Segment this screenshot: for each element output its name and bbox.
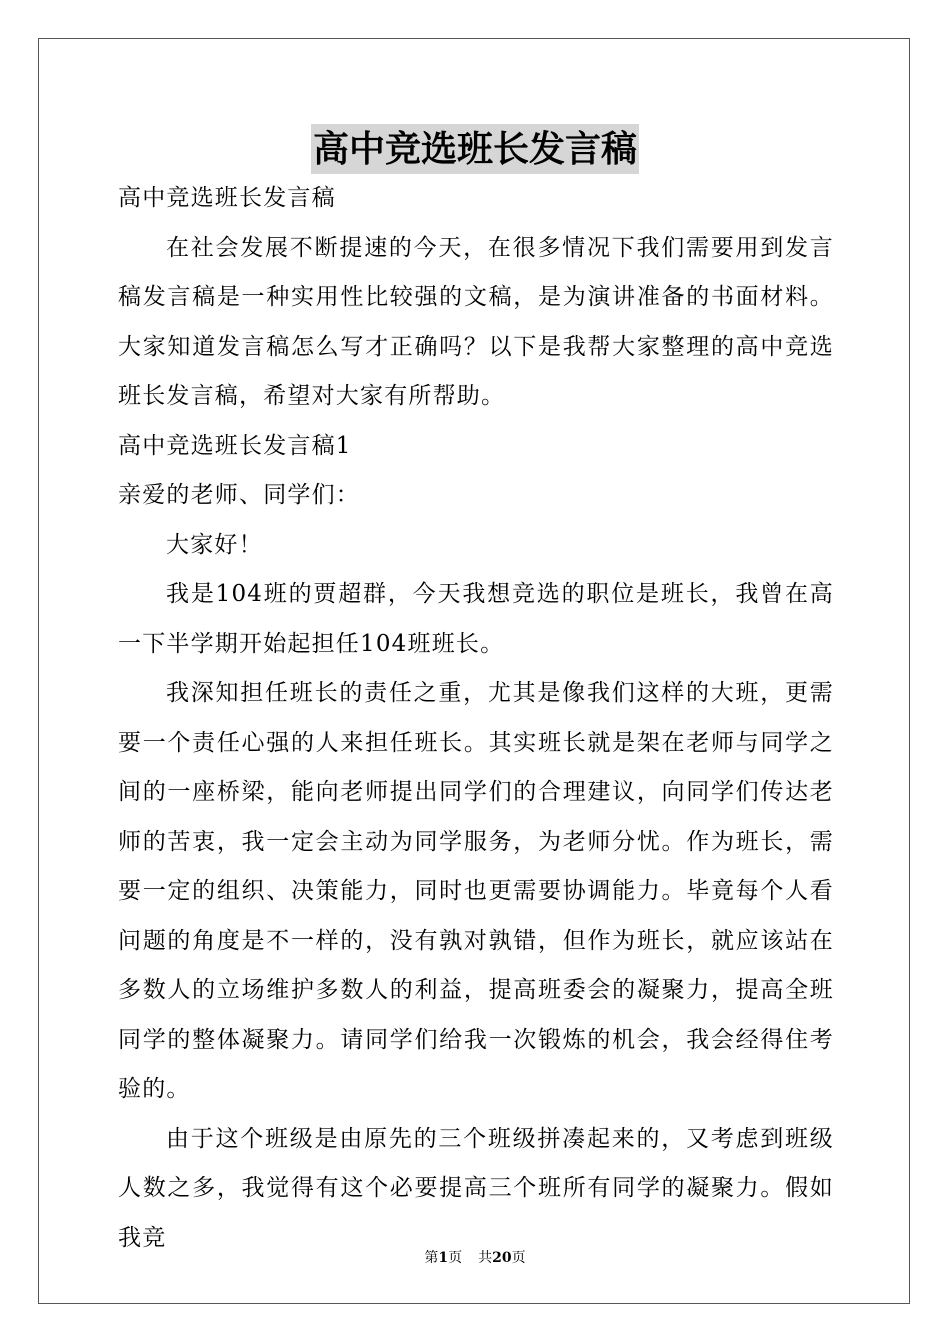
document-body: [118, 174, 834, 1263]
page-footer: [0, 1248, 950, 1268]
paragraph: 我是104班的贾超群，今天我想竞选的职位是班长，我曾在高一下半学期开始起担任104班班长。: [118, 581, 834, 657]
paragraph: 由于这个班级是由原先的三个班级拼凑起来的，又考虑到班级人数之多，我觉得有这个必要提高三个班所有同学的凝聚力。假如我竞: [118, 1125, 834, 1251]
total-suffix: 页: [511, 1250, 526, 1266]
document-title: 高中竞选班长发言稿: [311, 124, 639, 174]
paragraph: 亲爱的老师、同学们：: [118, 482, 360, 508]
paragraph: 高中竞选班长发言稿1: [118, 432, 352, 459]
paragraph: 我深知担任班长的责任之重，尤其是像我们这样的大班，更需要一个责任心强的人来担任班长。其实班长就是架在老师与同学之间的一座桥梁，能向老师提出同学们的合理建议，向同学们传达老师的苦衷，我一定会主动为同学服务，为老师分忧。作为班长，需要一定的组织、决策能力，同时也更需要协调能力。毕竟每个人看问题的角度是不一样的，没有孰对孰错，但作为班长，就应该站在多数人的立场维护多数人的利益，提高班委会的凝聚力，提高全班同学的整体凝聚力。请同学们给我一次锻炼的机会，我会经得住考验的。: [118, 680, 834, 1102]
title-container: [0, 124, 950, 174]
page-suffix: 页: [448, 1250, 463, 1266]
paragraph: 高中竞选班长发言稿: [118, 185, 336, 211]
paragraph: 在社会发展不断提速的今天，在很多情况下我们需要用到发言稿发言稿是一种实用性比较强的文稿，是为演讲准备的书面材料。大家知道发言稿怎么写才正确吗？以下是我帮大家整理的高中竞选班长发言稿，希望对大家有所帮助。: [118, 234, 834, 409]
paragraph: 大家好！: [166, 531, 263, 558]
total-pages: 20: [492, 1250, 512, 1266]
page-prefix: 第: [424, 1250, 439, 1266]
total-prefix: 共: [478, 1250, 493, 1266]
page-number: 1: [438, 1250, 449, 1266]
